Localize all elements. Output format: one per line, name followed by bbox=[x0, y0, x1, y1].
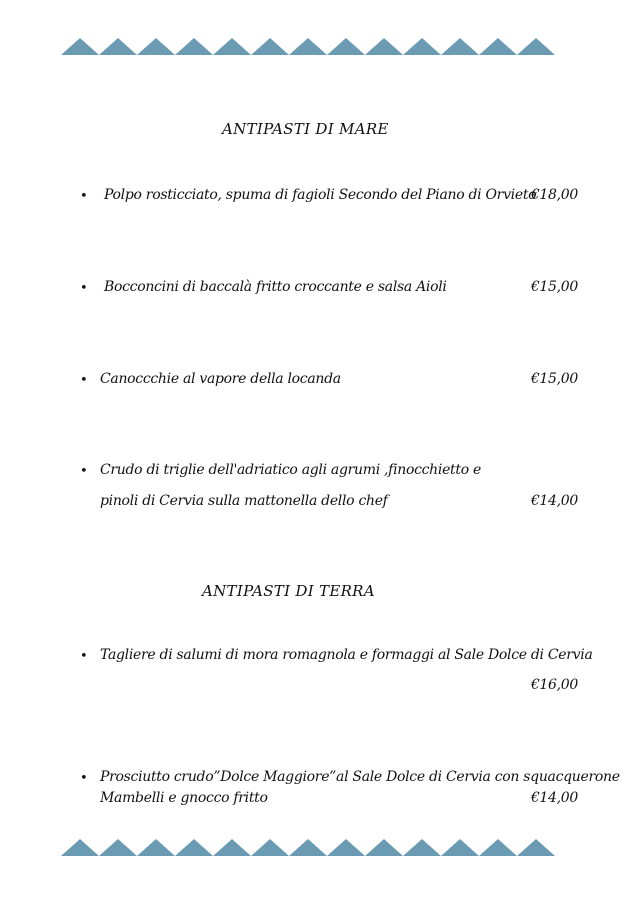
triangle-ornament-icon bbox=[175, 839, 213, 856]
triangle-ornament-icon bbox=[99, 38, 137, 55]
triangle-ornament-icon bbox=[517, 38, 555, 55]
item-name: Tagliere di salumi di mora romagnola e formaggi al Sale Dolce di Cervia bbox=[100, 647, 593, 663]
triangle-ornament-icon bbox=[403, 38, 441, 55]
item-name-line2: Mambelli e gnocco fritto bbox=[100, 790, 268, 806]
item-price: €14,00 bbox=[530, 493, 578, 509]
bullet-icon: • bbox=[80, 649, 88, 664]
item-name: Polpo rosticciato, spuma di fagioli Secondo del Piano di Orvieto bbox=[104, 187, 537, 203]
triangle-ornament-icon bbox=[175, 38, 213, 55]
triangle-ornament-icon bbox=[441, 839, 479, 856]
bottom-triangle-border bbox=[61, 839, 577, 856]
triangle-ornament-icon bbox=[289, 839, 327, 856]
triangle-ornament-icon bbox=[251, 839, 289, 856]
item-name-line2: pinoli di Cervia sulla mattonella dello chef bbox=[100, 493, 388, 509]
triangle-ornament-icon bbox=[213, 839, 251, 856]
triangle-ornament-icon bbox=[61, 38, 99, 55]
item-price: €16,00 bbox=[530, 677, 578, 693]
triangle-ornament-icon bbox=[365, 38, 403, 55]
triangle-ornament-icon bbox=[479, 38, 517, 55]
item-name: Canoccchie al vapore della locanda bbox=[100, 371, 341, 387]
triangle-ornament-icon bbox=[137, 38, 175, 55]
top-triangle-border bbox=[61, 38, 577, 55]
triangle-ornament-icon bbox=[251, 38, 289, 55]
triangle-ornament-icon bbox=[99, 839, 137, 856]
item-price: €14,00 bbox=[530, 790, 578, 806]
item-price: €15,00 bbox=[530, 279, 578, 295]
triangle-ornament-icon bbox=[365, 839, 403, 856]
triangle-ornament-icon bbox=[137, 839, 175, 856]
bullet-icon: • bbox=[80, 189, 88, 204]
triangle-ornament-icon bbox=[213, 38, 251, 55]
item-name: Bocconcini di baccalà fritto croccante e salsa Aioli bbox=[104, 279, 447, 295]
triangle-ornament-icon bbox=[327, 38, 365, 55]
bullet-icon: • bbox=[80, 464, 88, 479]
bullet-icon: • bbox=[80, 281, 88, 296]
triangle-ornament-icon bbox=[517, 839, 555, 856]
triangle-ornament-icon bbox=[479, 839, 517, 856]
item-name-line1: Prosciutto crudo”Dolce Maggiore”al Sale Dolce di Cervia con squacquerone bbox=[100, 769, 620, 785]
item-name-line1: Crudo di triglie dell'adriatico agli agrumi ,finocchietto e bbox=[100, 462, 481, 478]
bullet-icon: • bbox=[80, 373, 88, 388]
item-price: €15,00 bbox=[530, 371, 578, 387]
section-title-mare: ANTIPASTI DI MARE bbox=[222, 120, 389, 138]
triangle-ornament-icon bbox=[403, 839, 441, 856]
section-title-terra: ANTIPASTI DI TERRA bbox=[202, 582, 375, 600]
triangle-ornament-icon bbox=[441, 38, 479, 55]
triangle-ornament-icon bbox=[327, 839, 365, 856]
triangle-ornament-icon bbox=[61, 839, 99, 856]
item-price: €18,00 bbox=[530, 187, 578, 203]
triangle-ornament-icon bbox=[289, 38, 327, 55]
bullet-icon: • bbox=[80, 771, 88, 786]
